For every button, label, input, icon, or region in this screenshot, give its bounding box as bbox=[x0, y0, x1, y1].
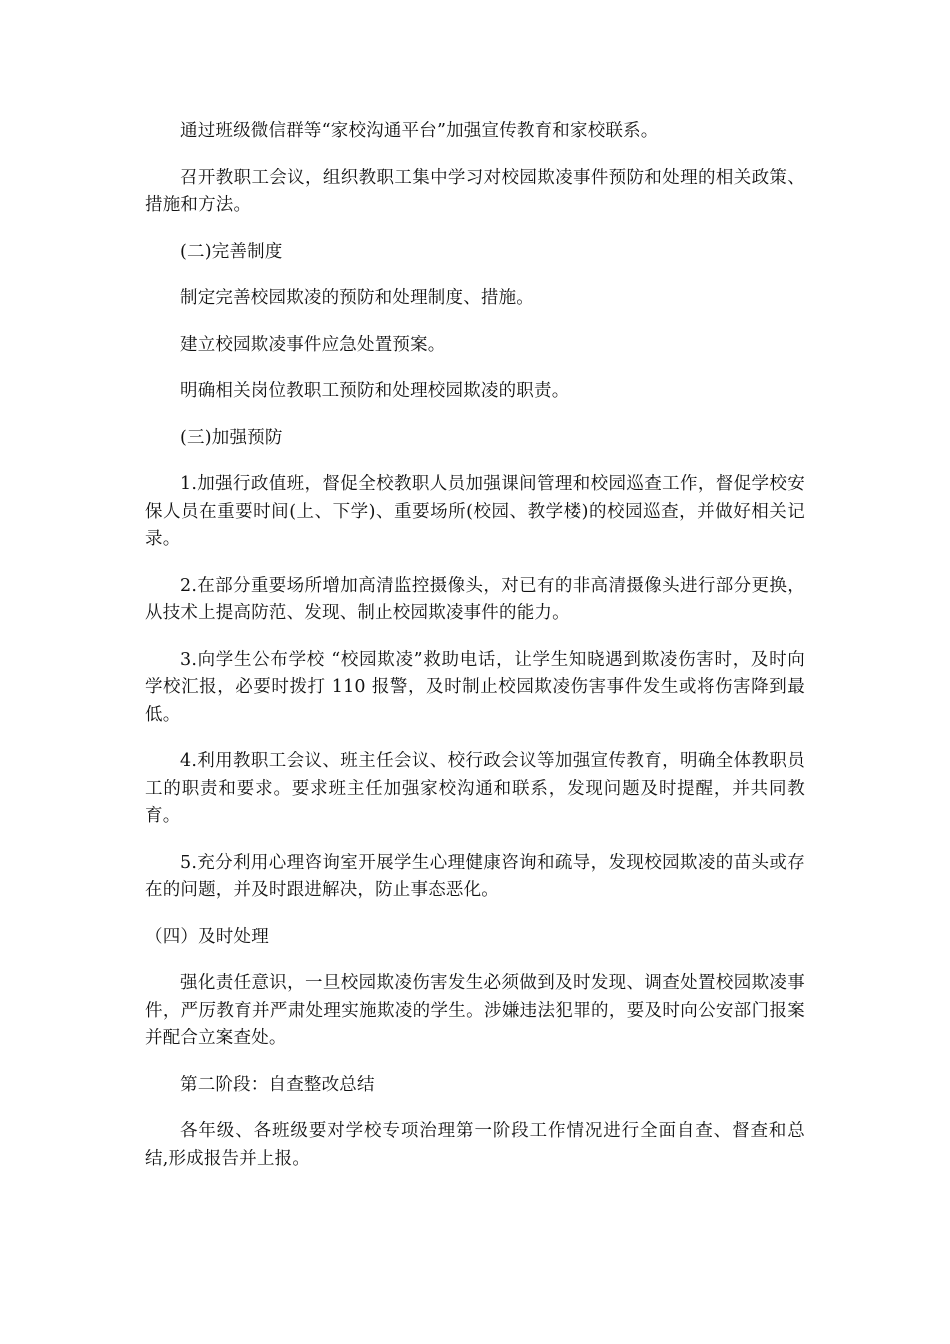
section-heading: 第二阶段：自查整改总结 bbox=[180, 1074, 375, 1095]
section-heading: (二)完善制度 bbox=[180, 241, 283, 262]
document-page bbox=[145, 118, 805, 1192]
list-item: 4.利用教职工会议、班主任会议、校行政会议等加强宣传教育，明确全体教职员工的职责和要求。要求班主任加强家校沟通和联系，发现问题及时提醒，并共同教育。 bbox=[145, 751, 805, 826]
paragraph: 召开教职工会议，组织教职工集中学习对校园欺凌事件预防和处理的相关政策、措施和方法。 bbox=[145, 167, 805, 215]
list-item: 1.加强行政值班，督促全校教职人员加强课间管理和校园巡查工作，督促学校安保人员在重要时间(上、下学)、重要场所(校园、教学楼)的校园巡查，并做好相关记录。 bbox=[145, 474, 805, 549]
list-item: 2.在部分重要场所增加高清监控摄像头，对已有的非高清摄像头进行部分更换，从技术上提高防范、发现、制止校园欺凌事件的能力。 bbox=[145, 575, 805, 623]
section-heading: （四）及时处理 bbox=[145, 926, 269, 947]
section-heading: (三)加强预防 bbox=[180, 427, 283, 448]
paragraph: 各年级、各班级要对学校专项治理第一阶段工作情况进行全面自查、督查和总结,形成报告并上报。 bbox=[145, 1121, 805, 1169]
paragraph: 制定完善校园欺凌的预防和处理制度、措施。 bbox=[180, 288, 534, 308]
list-item: 5.充分利用心理咨询室开展学生心理健康咨询和疏导，发现校园欺凌的苗头或存在的问题，并及时跟进解决，防止事态恶化。 bbox=[145, 852, 805, 900]
paragraph: 通过班级微信群等“家校沟通平台”加强宣传教育和家校联系。 bbox=[180, 121, 659, 141]
list-item: 3.向学生公布学校 “校园欺凌”救助电话，让学生知晓遇到欺凌伤害时，及时向学校汇报，必要时拨打 110 报警，及时制止校园欺凌伤害事件发生或将伤害降到最低。 bbox=[145, 649, 805, 725]
paragraph: 明确相关岗位教职工预防和处理校园欺凌的职责。 bbox=[180, 381, 570, 401]
paragraph: 建立校园欺凌事件应急处置预案。 bbox=[180, 334, 446, 355]
paragraph: 强化责任意识，一旦校园欺凌伤害发生必须做到及时发现、调查处置校园欺凌事件，严厉教育并严肃处理实施欺凌的学生。涉嫌违法犯罪的，要及时向公安部门报案并配合立案查处。 bbox=[145, 973, 805, 1048]
